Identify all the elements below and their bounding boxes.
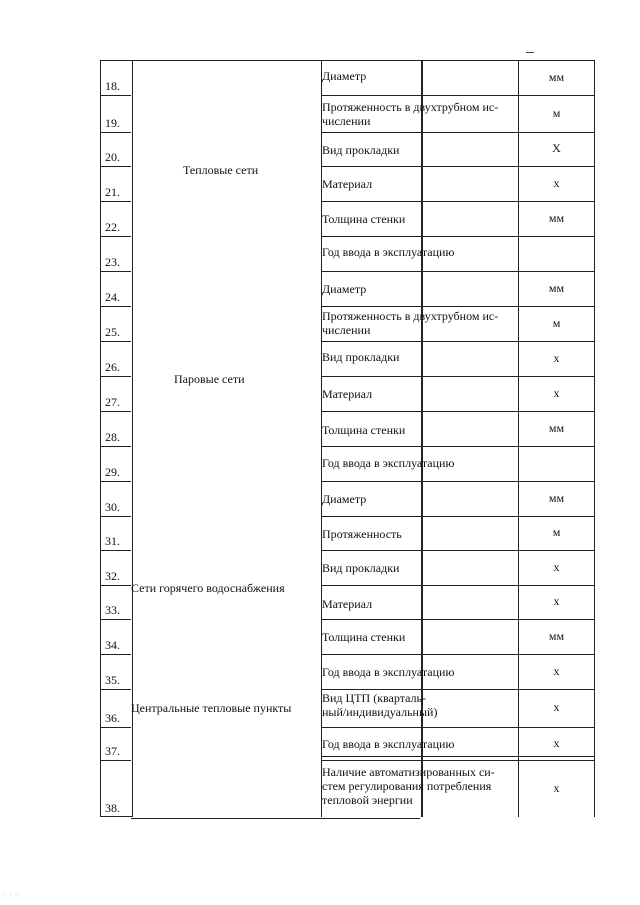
table-row <box>321 411 595 446</box>
row-number-cell <box>100 550 131 585</box>
row-number-cell <box>100 132 131 166</box>
table-row <box>321 550 595 585</box>
unit-value: м <box>552 105 561 120</box>
unit-value: х <box>553 175 560 190</box>
row-number: 35. <box>105 673 120 687</box>
row-number: 20. <box>105 150 120 164</box>
table-row <box>321 760 595 817</box>
unit-value: м <box>552 315 561 330</box>
unit-value: мм <box>548 420 565 435</box>
unit-value: мм <box>548 490 565 505</box>
scan-corner-mark: · · · <box>2 893 21 899</box>
unit-value: х <box>553 700 560 714</box>
parameter-name: Протяженность в двухтрубном ис- числении <box>322 309 499 337</box>
table-row <box>321 516 595 550</box>
table-row <box>321 585 595 619</box>
unit-value: мм <box>548 210 565 225</box>
unit-value: х <box>553 594 560 608</box>
table-row <box>321 481 595 516</box>
group-title: Паровые сети <box>174 372 245 386</box>
parameter-name: Толщина стенки <box>322 423 406 437</box>
parameter-name: Диаметр <box>322 69 367 83</box>
table-row <box>321 132 595 166</box>
row-number-cell <box>100 201 131 236</box>
table-row <box>321 60 595 95</box>
group-title: Центральные тепловые пункты <box>131 701 292 715</box>
table-row <box>321 446 595 481</box>
parameter-name: Материал <box>322 597 373 611</box>
row-number-cell <box>100 411 131 446</box>
row-number-cell <box>100 446 131 481</box>
table-row <box>321 166 595 201</box>
parameter-name: Вид ЦТП (кварталь- ный/индивидуальный) <box>322 691 438 719</box>
row-number-cell <box>100 585 131 619</box>
row-number: 27. <box>105 395 120 409</box>
row-number: 30. <box>105 500 120 514</box>
unit-value: мм <box>548 628 565 643</box>
unit-divider <box>518 447 519 481</box>
group-title: Сети горячего водоснабжения <box>131 581 285 595</box>
table-row <box>321 341 595 376</box>
row-number-cell <box>100 166 131 201</box>
parameter-name: Наличие автоматизированных си- стем регулирования потребления тепловой энергии <box>322 765 495 807</box>
table-row <box>321 306 595 341</box>
parameter-name: Год ввода в эксплуатацию <box>322 456 455 470</box>
table-row <box>321 236 595 271</box>
table-row <box>321 376 595 411</box>
unit-value: х <box>553 735 560 750</box>
row-number-cell <box>100 760 131 817</box>
unit-value: мм <box>548 280 565 295</box>
row-number: 22. <box>105 220 120 234</box>
unit-value: х <box>553 559 560 574</box>
row-number: 31. <box>105 534 120 548</box>
row-number-cell <box>100 341 131 376</box>
table-row <box>321 271 595 306</box>
table-row <box>321 654 595 689</box>
unit-value: м <box>552 525 561 539</box>
parameter-name: Вид прокладки <box>322 350 400 364</box>
parameter-name: Год ввода в эксплуатацию <box>322 245 455 259</box>
row-number: 19. <box>105 116 120 130</box>
row-number-cell <box>100 727 131 760</box>
parameter-name: Вид прокладки <box>322 561 400 575</box>
row-number: 23. <box>105 255 120 269</box>
parameter-name: Год ввода в эксплуатацию <box>322 665 455 679</box>
row-number: 21. <box>105 185 120 199</box>
row-number: 37. <box>105 744 120 758</box>
parameter-name: Диаметр <box>322 492 367 506</box>
row-number: 28. <box>105 430 120 444</box>
row-number-cell <box>100 271 131 306</box>
row-number: 38. <box>105 801 120 815</box>
parameter-name: Материал <box>322 387 373 401</box>
unit-value: Х <box>552 141 561 155</box>
row-number: 25. <box>105 325 120 339</box>
row-number: 34. <box>105 638 120 652</box>
row-number: 29. <box>105 465 120 479</box>
table-row <box>321 619 595 654</box>
table-row <box>321 727 595 760</box>
unit-value: х <box>553 780 560 795</box>
unit-value: х <box>553 350 560 365</box>
unit-value: х <box>553 663 560 678</box>
row-number-cell <box>100 689 131 727</box>
row-number-cell <box>100 619 131 654</box>
parameter-name: Год ввода в эксплуатацию <box>322 737 455 751</box>
row-number: 36. <box>105 711 120 725</box>
parameter-name: Вид прокладки <box>322 143 400 157</box>
scan-mark <box>526 52 534 53</box>
row-number-cell <box>100 481 131 516</box>
row-number: 26. <box>105 360 120 374</box>
row-number: 24. <box>105 290 120 304</box>
unit-divider <box>518 237 519 271</box>
row-number-cell <box>100 236 131 271</box>
row-number-cell <box>100 376 131 411</box>
row-number-cell <box>100 516 131 550</box>
row-number-cell <box>100 95 131 132</box>
row-number-cell <box>100 306 131 341</box>
row-number-cell <box>100 654 131 689</box>
parameter-name: Толщина стенки <box>322 630 406 644</box>
table-row <box>321 95 595 132</box>
row-number: 18. <box>105 79 120 93</box>
unit-value: х <box>553 385 560 400</box>
parameter-name: Материал <box>322 177 373 191</box>
row-number-cell <box>100 60 131 95</box>
row-number: 33. <box>105 603 120 617</box>
unit-value: мм <box>548 69 565 84</box>
parameter-name: Протяженность <box>322 527 402 541</box>
table-row <box>321 689 595 727</box>
parameter-name: Толщина стенки <box>322 212 406 226</box>
parameter-name: Диаметр <box>322 282 367 296</box>
table-row <box>321 201 595 236</box>
parameter-name: Протяженность в двухтрубном ис- числении <box>322 100 499 128</box>
row-number: 32. <box>105 569 120 583</box>
group-title: Тепловые сети <box>183 163 259 177</box>
